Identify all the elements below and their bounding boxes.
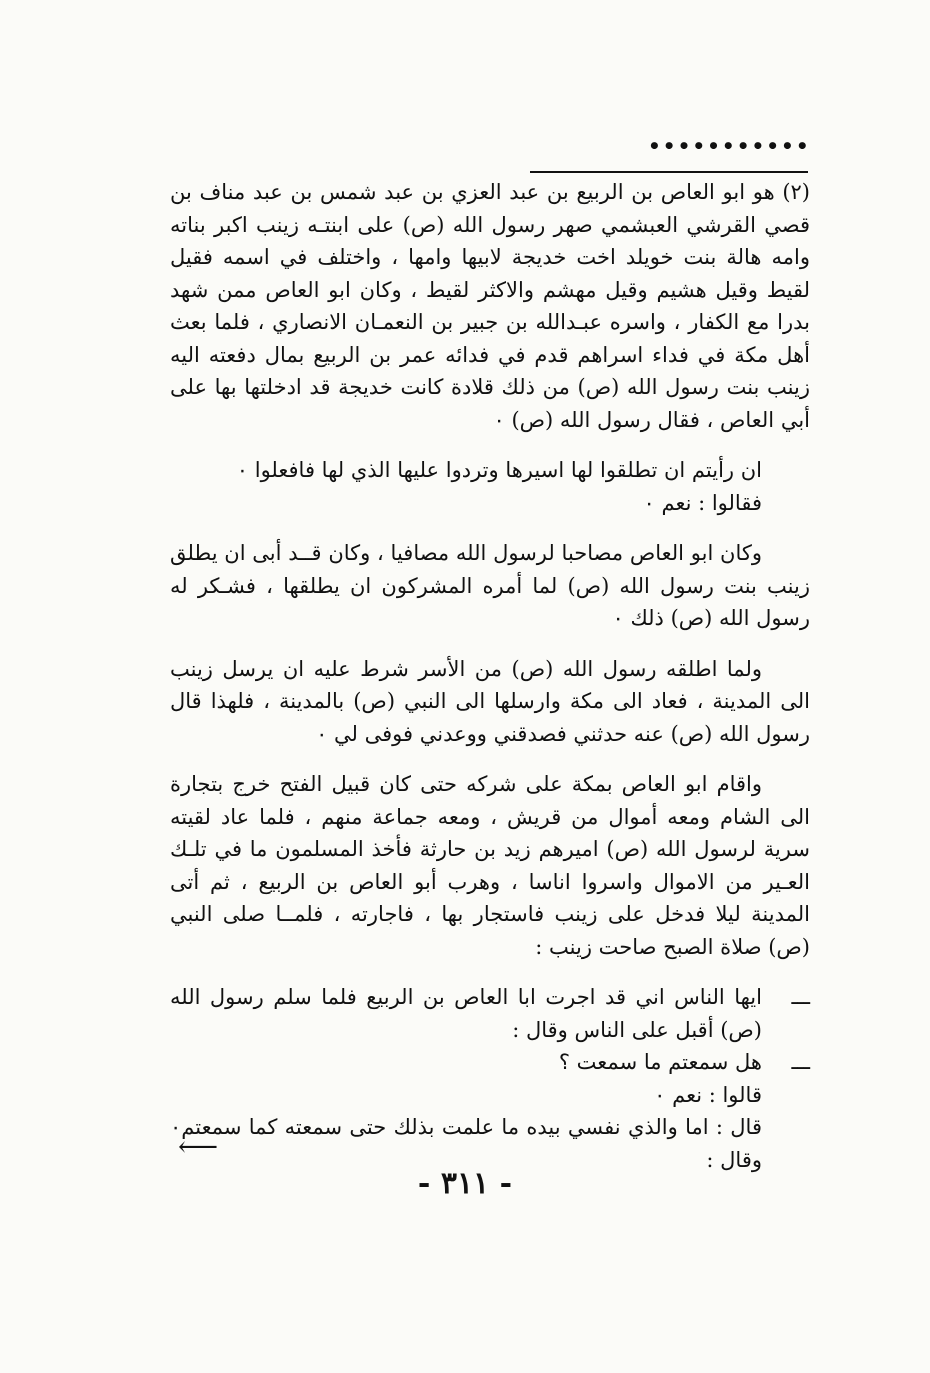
footnote-paragraph-3: ولما اطلقه رسول الله (ص) من الأسر شرط عليه ان يرسل زينب الى المدينة ، فعاد الى مكة وارسلها الى النبي (ص) بالمدينة ، فلهذا قال رسول الله (ص) عنه حدثني فصدقني ووعدني فوفى لي ٠ xyxy=(170,656,810,746)
dialog-dash: ـــ xyxy=(791,985,810,1009)
quote-1: ان رأيتم ان تطلقوا لها اسيرها وتردوا عليها الذي لها فافعلوا ٠ xyxy=(236,458,762,482)
separator-dots: ••••••••••• xyxy=(648,134,811,158)
footnote-paragraph-2: وكان ابو العاص مصاحبا لرسول الله مصافيا ، وكان قــد أبى ان يطلق زينب بنت رسول الله (ص) لما أمره المشركون ان يطلقها ، فشـكر له رسول الله (ص) ذلك ٠ xyxy=(170,541,810,630)
footnote-paragraph-1: (٢) هو ابو العاص بن الربيع بن عبد العزي بن عبد شمس بن عبد مناف بن قصي القرشي العبشمي صهر رسول الله (ص) على ابنتـه زينب اكبر بناته وامه هالة بنت خويلد اخت خديجة لابيها وامها ، واختلف في اسمه فقيل لقيط وقيل هشيم وقيل مهشم والاكثر لقيط ، وكان ابو العاص ممن شهد بدرا مع الكفار ، واسره عبـدالله بن جبير بن النعمـان الانصاري ، فلما بعث أهل مكة في فداء اسراهم قدم في فدائه عمر بن الربيع بمال دفعته اليه زينب بنت رسول الله (ص) من ذلك قلادة كانت خديجة قد ادخلتها بها على أبي العاص ، فقال رسول الله (ص) ٠ xyxy=(170,180,810,432)
dialog-text: قالوا : نعم ٠ xyxy=(654,1082,762,1107)
dialog-text: ايها الناس اني قد اجرت ابا العاص بن الربيع فلما سلم رسول الله (ص) أقبل على الناس وقال : xyxy=(170,985,762,1042)
footnote-paragraph-4: واقام ابو العاص بمكة على شركه حتى كان قبيل الفتح خرج بتجارة الى الشام ومعه أموال من قريش ، ومعه جماعة منهم ، فلما عاد لقيته سرية لرسول الله (ص) اميرهم زيد بن حارثة فأخذ المسلمون ما في تلـك العـير من الاموال واسروا اناسا ، وهرب أبو العاص بن الربيع ، ثم أتى المدينة ليلا فدخل على زينب فاستجار بها ، فاجارته ، فلمــا صلى النبي (ص) صلاة الصبح صاحت زينب : xyxy=(170,772,810,959)
dialog-block xyxy=(170,981,810,1111)
continue-arrow-icon: ⟵ xyxy=(178,1130,219,1163)
dialog-dash: ـــ xyxy=(791,1050,810,1074)
quote-2: فقالوا : نعم ٠ xyxy=(643,490,762,515)
dialog-text: هل سمعتم ما سمعت ؟ xyxy=(558,1050,762,1074)
dialog-line xyxy=(170,1079,810,1112)
closing-line: قال : اما والذي نفسي بيده ما علمت بذلك حتى سمعته كما سمعتم٠ وقال : xyxy=(170,1115,762,1172)
footnote-body xyxy=(170,176,810,1194)
page-number: - ٣١١ - xyxy=(417,1166,513,1201)
dialog-line xyxy=(170,981,810,1046)
dialog-dash xyxy=(762,1079,810,1112)
footnote-rule xyxy=(530,171,808,173)
dialog-line xyxy=(170,1046,810,1079)
